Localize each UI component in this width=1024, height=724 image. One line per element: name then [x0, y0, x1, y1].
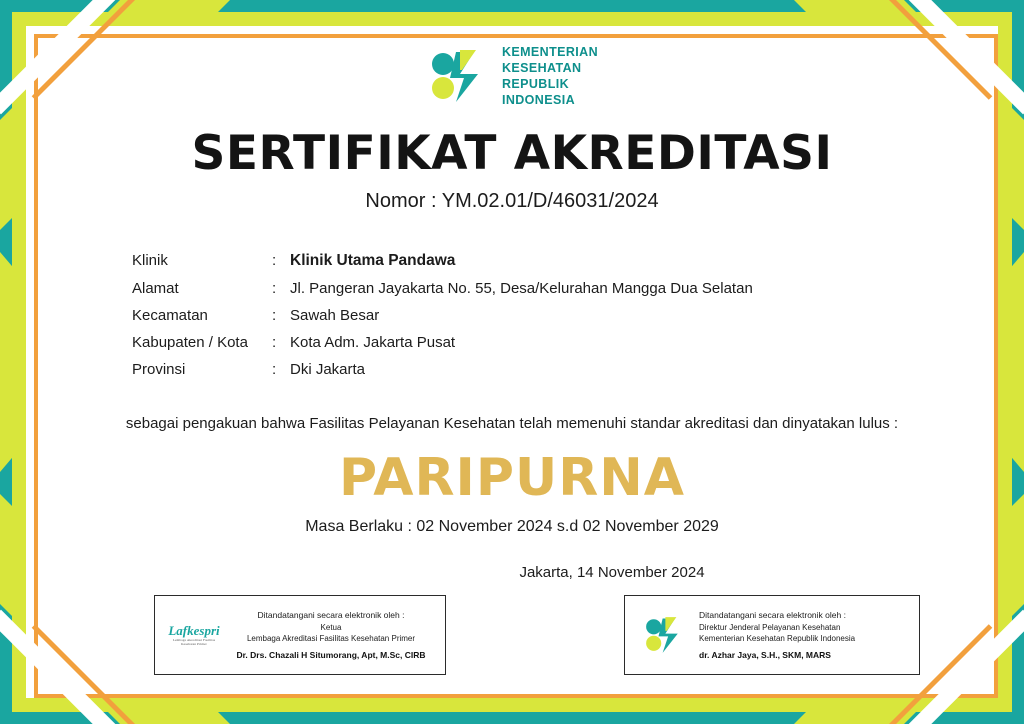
lafkespri-wordmark	[165, 624, 223, 646]
signature-right-texts	[693, 610, 909, 660]
detail-colon-kabupaten-kota: :	[272, 334, 277, 351]
table-row	[132, 356, 753, 383]
signature-left-texts	[223, 610, 435, 660]
signature-row	[60, 595, 964, 687]
table-row	[132, 329, 753, 356]
detail-label-kecamatan: Kecamatan	[132, 307, 208, 324]
detail-value-kabupaten-kota: Kota Adm. Jakarta Pusat	[290, 334, 456, 351]
signature-block-kemenkes	[624, 595, 920, 675]
kemenkes-logo-icon	[426, 44, 490, 108]
signature-left-intro: Ditandatangani secara elektronik oleh :	[257, 610, 405, 621]
facility-details-table	[132, 247, 753, 383]
signature-left-role: Ketua	[320, 623, 342, 633]
detail-label-klinik: Klinik	[132, 252, 168, 269]
signature-left-name: Dr. Drs. Chazali H Situmorang, Apt, M.Sc, CIRB	[236, 649, 426, 660]
ministry-line-1: KEMENTERIAN	[501, 45, 599, 59]
certificate-content	[60, 30, 964, 694]
detail-colon-klinik: :	[272, 252, 277, 269]
signature-right-role: Direktur Jenderal Pelayanan Kesehatan	[699, 623, 841, 633]
table-row	[132, 275, 753, 302]
accreditation-statement: sebagai pengakuan bahwa Fasilitas Pelayanan Kesehatan telah memenuhi standar akreditasi dan dinyatakan lulus :	[125, 415, 899, 432]
place-and-date: Jakarta, 14 November 2024	[519, 564, 705, 581]
signature-right-name: dr. Azhar Jaya, S.H., SKM, MARS	[699, 649, 831, 660]
ministry-line-3: REPUBLIK	[501, 77, 570, 91]
detail-value-alamat: Jl. Pangeran Jayakarta No. 55, Desa/Kelurahan Mangga Dua Selatan	[290, 280, 753, 297]
detail-label-provinsi: Provinsi	[132, 361, 186, 378]
detail-colon-provinsi: :	[272, 361, 277, 378]
table-row	[132, 302, 753, 329]
detail-value-provinsi: Dki Jakarta	[290, 361, 366, 378]
detail-value-klinik: Klinik Utama Pandawa	[290, 252, 456, 269]
lafkespri-wordmark-subtext: Lembaga Akreditasi Fasilitas Kesehatan Primer	[172, 638, 216, 646]
detail-colon-kecamatan: :	[272, 307, 277, 324]
ministry-logo-block	[60, 44, 964, 108]
detail-label-kabupaten-kota: Kabupaten / Kota	[132, 334, 248, 351]
ministry-logo-text	[502, 44, 598, 108]
signature-right-intro: Ditandatangani secara elektronik oleh :	[699, 610, 846, 621]
signature-block-lafkespri	[154, 595, 446, 675]
kemenkes-logo-icon-small	[635, 613, 693, 657]
page-title: SERTIFIKAT AKREDITASI	[191, 126, 833, 181]
table-row	[132, 247, 753, 275]
certificate-number: Nomor : YM.02.01/D/46031/2024	[365, 190, 659, 212]
accreditation-grade: PARIPURNA	[338, 448, 686, 508]
detail-value-kecamatan: Sawah Besar	[290, 307, 380, 324]
lafkespri-wordmark-text: Lafkespri	[168, 623, 220, 639]
signature-right-organization: Kementerian Kesehatan Republik Indonesia	[699, 633, 856, 643]
ministry-line-2: KESEHATAN	[501, 61, 582, 75]
signature-left-organization: Lembaga Akreditasi Fasilitas Kesehatan Primer	[246, 633, 416, 643]
validity-period: Masa Berlaku : 02 November 2024 s.d 02 November 2029	[305, 518, 719, 535]
lafkespri-logo-icon	[165, 624, 223, 646]
detail-label-alamat: Alamat	[132, 280, 179, 297]
ministry-line-4: INDONESIA	[501, 93, 576, 107]
detail-colon-alamat: :	[272, 280, 277, 297]
